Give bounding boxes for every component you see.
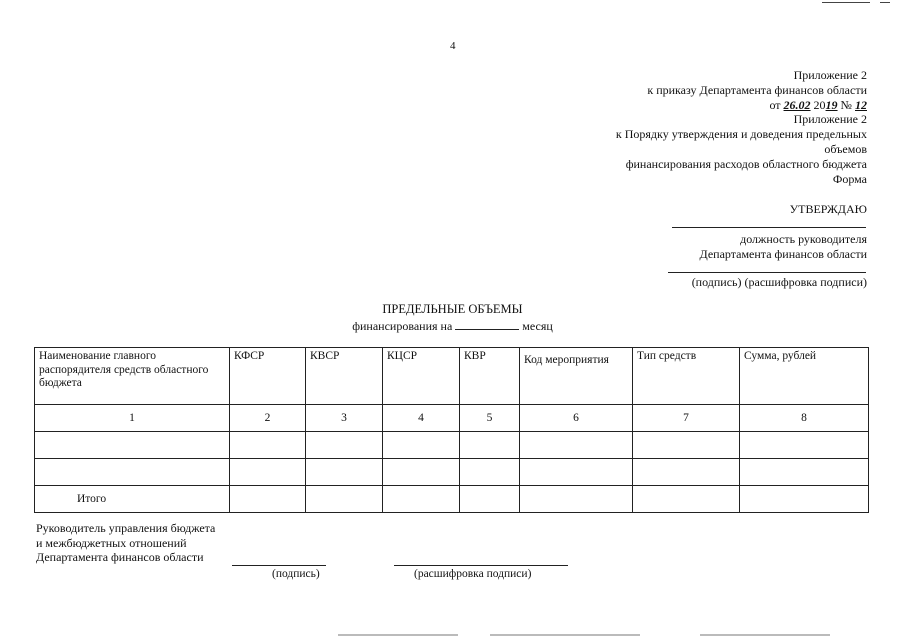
scan-artifact (338, 634, 458, 636)
approval-signature-line (668, 272, 866, 273)
form-label: Форма (832, 171, 867, 186)
empty-cell (306, 432, 383, 459)
handwritten-date: 26.02 (783, 97, 811, 112)
footer-line2: и межбюджетных отношений (36, 535, 187, 550)
empty-cell (460, 432, 520, 459)
appendix-order-title: Приложение 2 (793, 68, 867, 82)
limits-table (34, 347, 869, 513)
scan-mark (822, 2, 870, 3)
approval-position-line1: должность руководителя (740, 232, 867, 246)
footer-line1: Руководитель управления бюджета (36, 521, 216, 535)
empty-cell (383, 486, 460, 513)
scan-mark (880, 2, 890, 3)
column-number: 8 (740, 405, 869, 432)
scan-artifact (490, 634, 640, 636)
header-cell: Код мероприятия (520, 348, 633, 405)
empty-cell (35, 459, 230, 486)
empty-cell (230, 486, 306, 513)
header-cell: КФСР (230, 348, 306, 405)
footer-signatory (36, 521, 215, 565)
column-number: 2 (230, 405, 306, 432)
appendix-procedure-title: Приложение 2 (793, 112, 867, 127)
header-cell: КЦСР (383, 348, 460, 405)
footer-decode-line (394, 565, 568, 566)
appendix-order-date: от 26.02 2019 № 12 (769, 97, 867, 112)
header-cell: Наименование главного распорядителя средств областного бюджета (35, 348, 230, 405)
column-number: 6 (520, 405, 633, 432)
total-row (35, 486, 869, 513)
footer-decode-caption: (расшифровка подписи) (414, 568, 532, 580)
table-row (35, 459, 869, 486)
appendix-order-reference: к приказу Департамента финансов области (647, 82, 867, 97)
column-number: 5 (460, 405, 520, 432)
empty-cell (383, 432, 460, 459)
empty-cell (520, 459, 633, 486)
empty-cell (230, 432, 306, 459)
approval-position-line (672, 227, 866, 228)
approval-position-line2: Департамента финансов области (699, 247, 867, 261)
page-number: 4 (450, 40, 456, 52)
footer-line3: Департамента финансов области (36, 550, 204, 564)
table-row (35, 432, 869, 459)
empty-cell (306, 459, 383, 486)
approval-signature-caption: (подпись) (расшифровка подписи) (691, 275, 867, 289)
column-number-row (35, 405, 869, 432)
column-number: 1 (35, 405, 230, 432)
header-cell: Сумма, рублей (740, 348, 869, 405)
empty-cell (633, 486, 740, 513)
scan-artifact (700, 634, 830, 636)
empty-cell (520, 486, 633, 513)
empty-cell (230, 459, 306, 486)
month-blank-field (455, 318, 519, 330)
column-number: 4 (383, 405, 460, 432)
appendix-procedure-line: к Порядку утверждения и доведения предельных (615, 127, 867, 142)
header-cell: КВР (460, 348, 520, 405)
header-cell: КВСР (306, 348, 383, 405)
empty-cell (35, 432, 230, 459)
empty-cell (740, 486, 869, 513)
appendix-order-block (616, 68, 867, 186)
empty-cell (383, 459, 460, 486)
total-label: Итого (35, 486, 230, 513)
table-header-row (35, 348, 869, 405)
footer-signature-caption: (подпись) (272, 568, 320, 580)
appendix-procedure-line: финансирования расходов областного бюджета (625, 156, 867, 171)
empty-cell (520, 432, 633, 459)
handwritten-year: 19 (825, 97, 838, 112)
empty-cell (306, 486, 383, 513)
empty-cell (633, 432, 740, 459)
empty-cell (740, 432, 869, 459)
approval-position-block (700, 232, 868, 262)
document-subtitle: финансирования на месяц (352, 319, 553, 333)
column-number: 7 (633, 405, 740, 432)
empty-cell (460, 486, 520, 513)
appendix-procedure-line: объемов (824, 141, 867, 156)
handwritten-number: 12 (855, 97, 867, 112)
empty-cell (740, 459, 869, 486)
header-cell: Тип средств (633, 348, 740, 405)
document-title: ПРЕДЕЛЬНЫЕ ОБЪЕМЫ (382, 302, 523, 316)
approval-heading: УТВЕРЖДАЮ (789, 202, 867, 216)
column-number: 3 (306, 405, 383, 432)
empty-cell (460, 459, 520, 486)
empty-cell (633, 459, 740, 486)
footer-signature-line (232, 565, 326, 566)
